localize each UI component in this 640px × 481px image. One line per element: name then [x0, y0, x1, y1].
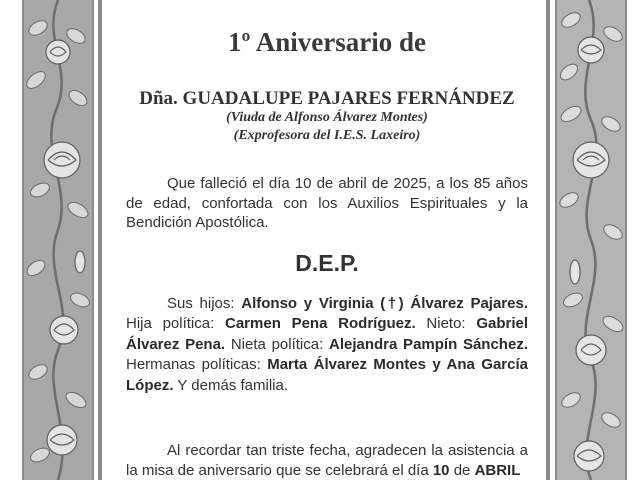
children-label: Sus hijos:: [167, 295, 242, 312]
mass-day: 10: [432, 462, 450, 479]
right-border-rule: [546, 0, 550, 480]
daughter-in-law-label: Hija política:: [126, 315, 225, 333]
mass-text: Al recordar tan triste fecha, agradecen la asistencia a la misa de aniversario que se celebrará el día: [126, 442, 528, 479]
mass-of: de: [449, 462, 475, 479]
rose-vine-icon: [555, 0, 627, 480]
deceased-name: Dña. GUADALUPE PAJARES FERNÁNDEZ: [139, 88, 515, 109]
daughter-in-law-name: Carmen Pena Rodríguez.: [225, 315, 416, 333]
left-floral-border: [22, 0, 94, 480]
granddaughter-in-law-name: Alejandra Pampín Sánchez.: [328, 335, 528, 353]
sisters-in-law-label: Hermanas políticas:: [126, 356, 268, 374]
children-names: Alfonso y Virginia (†) Álvarez Pajares.: [241, 295, 528, 312]
widow-of-subtitle: (Viuda de Alfonso Álvarez Montes): [226, 110, 428, 125]
right-floral-border: [555, 0, 627, 480]
former-teacher-subtitle: (Exprofesora del I.E.S. Laxeiro): [233, 128, 421, 143]
granddaughter-in-law-label: Nieta política:: [225, 335, 329, 353]
grandson-label: Nieto:: [415, 315, 477, 333]
rip-heading: D.E.P.: [295, 250, 359, 276]
sisters-in-law-names: Marta Álvarez Montes y Ana García López.: [126, 356, 528, 394]
grandson-name: Gabriel Álvarez Pena.: [126, 315, 528, 353]
rose-vine-icon: [22, 0, 94, 480]
family-closing: Y demás familia.: [173, 376, 288, 394]
family-paragraph: [126, 294, 528, 396]
left-border-rule: [98, 0, 102, 480]
anniversary-title: 1º Aniversario de: [228, 27, 426, 57]
death-notice-paragraph: Que falleció el día 10 de abril de 2025, a los 85 años de edad, confortada con los Auxilios Espirituales y la Bendición Apostólica.: [126, 175, 528, 231]
mass-month: ABRIL: [474, 462, 521, 479]
mass-paragraph: [126, 441, 528, 481]
